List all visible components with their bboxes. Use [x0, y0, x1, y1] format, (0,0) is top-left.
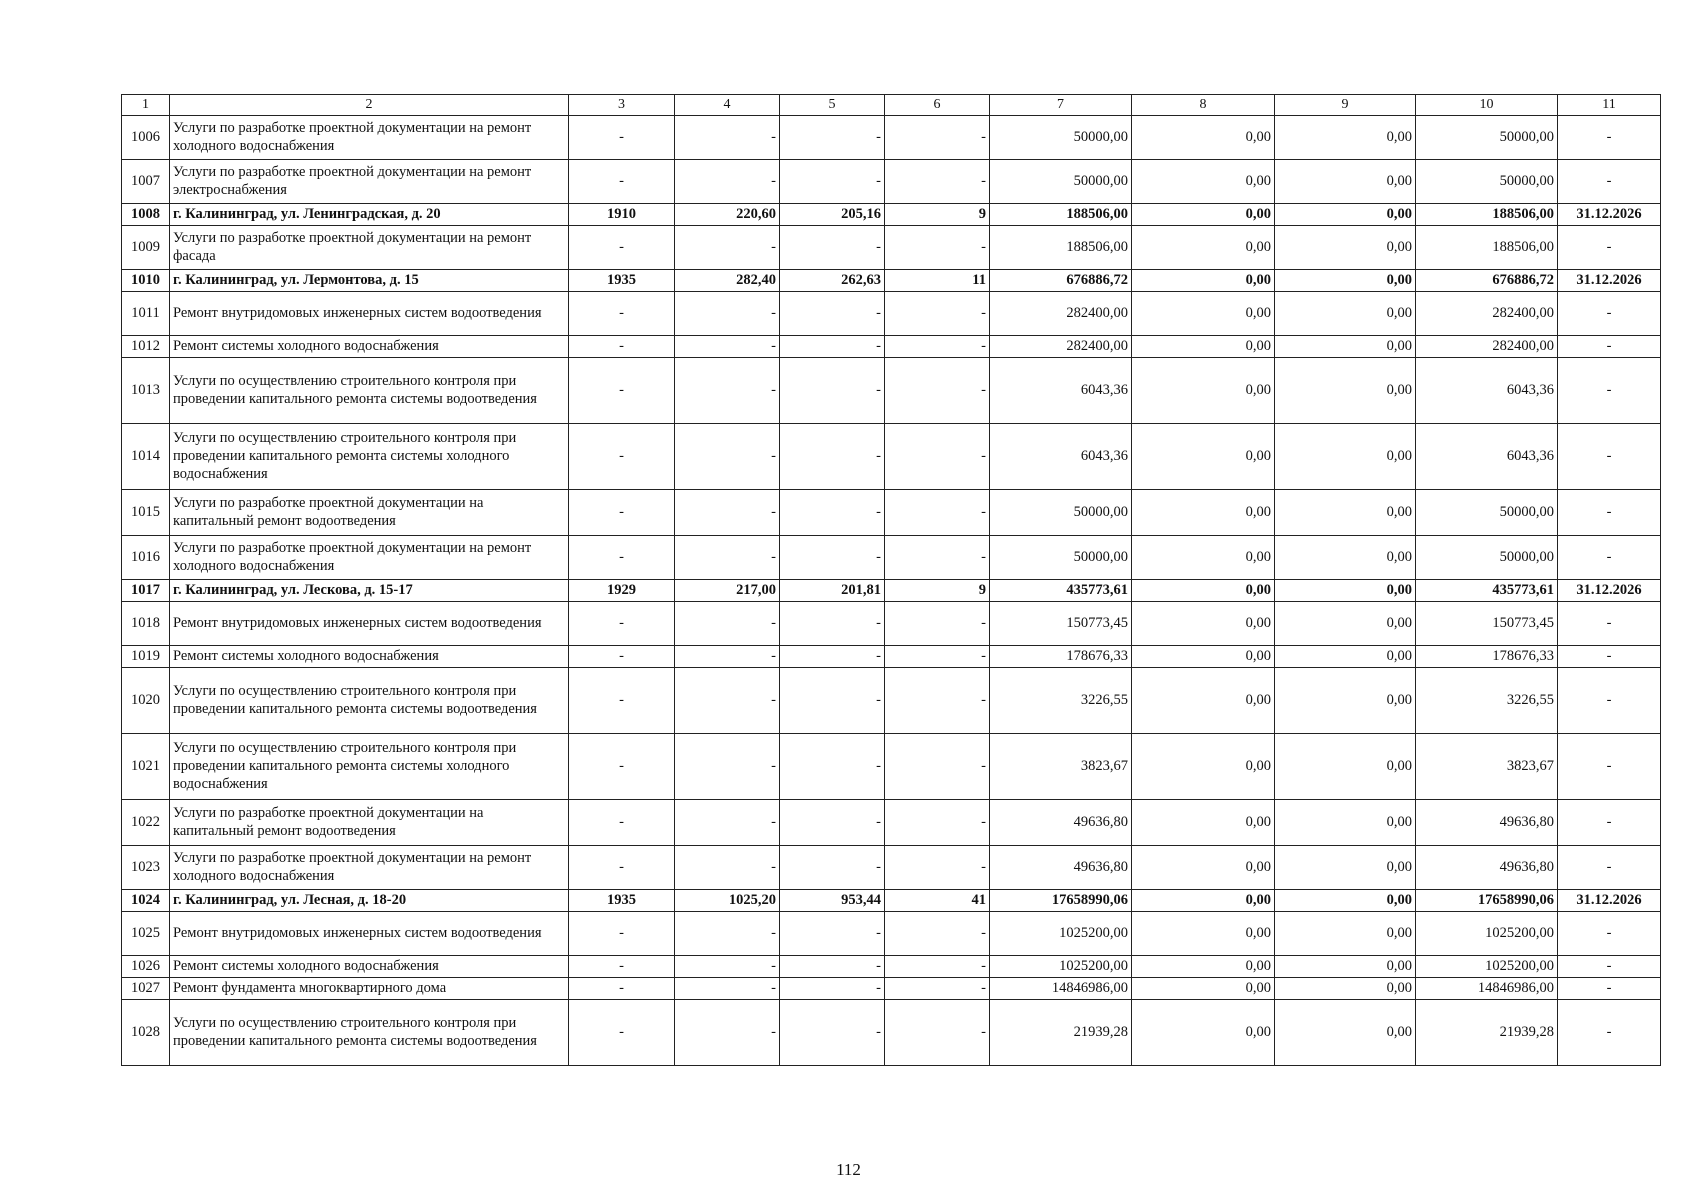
residents: - [885, 845, 990, 889]
total-cost: 178676,33 [990, 645, 1132, 667]
build-year: - [569, 291, 675, 335]
owner-funds: 3226,55 [1416, 667, 1558, 733]
row-number: 1027 [122, 977, 170, 999]
row-number: 1008 [122, 203, 170, 225]
build-year: - [569, 159, 675, 203]
build-year: 1929 [569, 579, 675, 601]
completion-date: - [1558, 733, 1661, 799]
regional-funds: 0,00 [1275, 667, 1416, 733]
total-cost: 3226,55 [990, 667, 1132, 733]
total-area: - [675, 845, 780, 889]
federal-funds: 0,00 [1132, 335, 1275, 357]
completion-date: - [1558, 489, 1661, 535]
table-row [122, 733, 1661, 799]
owner-funds: 50000,00 [1416, 115, 1558, 159]
total-area: 1025,20 [675, 889, 780, 911]
regional-funds: 0,00 [1275, 335, 1416, 357]
total-area: - [675, 955, 780, 977]
completion-date: - [1558, 601, 1661, 645]
column-number: 11 [1558, 95, 1661, 116]
total-cost: 676886,72 [990, 269, 1132, 291]
build-year: - [569, 645, 675, 667]
regional-funds: 0,00 [1275, 203, 1416, 225]
total-cost: 1025200,00 [990, 955, 1132, 977]
item-description: Ремонт внутридомовых инженерных систем водоотведения [170, 911, 569, 955]
owner-funds: 178676,33 [1416, 645, 1558, 667]
total-area: - [675, 535, 780, 579]
row-number: 1017 [122, 579, 170, 601]
table-row [122, 335, 1661, 357]
completion-date: - [1558, 335, 1661, 357]
build-year: - [569, 977, 675, 999]
federal-funds: 0,00 [1132, 203, 1275, 225]
row-number: 1015 [122, 489, 170, 535]
item-description: Услуги по осуществлению строительного контроля при проведении капитального ремонта системы холодного водоснабжения [170, 423, 569, 489]
regional-funds: 0,00 [1275, 977, 1416, 999]
residents: - [885, 335, 990, 357]
item-description: Ремонт системы холодного водоснабжения [170, 645, 569, 667]
row-number: 1013 [122, 357, 170, 423]
regional-funds: 0,00 [1275, 489, 1416, 535]
build-year: - [569, 357, 675, 423]
residents: 41 [885, 889, 990, 911]
residents: - [885, 911, 990, 955]
row-number: 1019 [122, 645, 170, 667]
completion-date: - [1558, 535, 1661, 579]
total-cost: 3823,67 [990, 733, 1132, 799]
table-row [122, 159, 1661, 203]
federal-funds: 0,00 [1132, 225, 1275, 269]
row-number: 1011 [122, 291, 170, 335]
item-description: г. Калининград, ул. Лескова, д. 15-17 [170, 579, 569, 601]
row-number: 1020 [122, 667, 170, 733]
repair-program-table [121, 94, 1661, 1066]
column-number: 3 [569, 95, 675, 116]
residents: - [885, 645, 990, 667]
regional-funds: 0,00 [1275, 159, 1416, 203]
item-description: Услуги по осуществлению строительного контроля при проведении капитального ремонта системы водоотведения [170, 357, 569, 423]
living-area: - [780, 911, 885, 955]
item-description: г. Калининград, ул. Лермонтова, д. 15 [170, 269, 569, 291]
federal-funds: 0,00 [1132, 667, 1275, 733]
completion-date: 31.12.2026 [1558, 889, 1661, 911]
federal-funds: 0,00 [1132, 889, 1275, 911]
completion-date: - [1558, 845, 1661, 889]
regional-funds: 0,00 [1275, 357, 1416, 423]
residents: - [885, 999, 990, 1065]
residents: - [885, 799, 990, 845]
regional-funds: 0,00 [1275, 889, 1416, 911]
row-number: 1024 [122, 889, 170, 911]
federal-funds: 0,00 [1132, 269, 1275, 291]
living-area: - [780, 601, 885, 645]
column-number: 7 [990, 95, 1132, 116]
total-area: - [675, 115, 780, 159]
owner-funds: 188506,00 [1416, 225, 1558, 269]
column-number: 1 [122, 95, 170, 116]
regional-funds: 0,00 [1275, 423, 1416, 489]
regional-funds: 0,00 [1275, 579, 1416, 601]
build-year: - [569, 225, 675, 269]
table-row [122, 667, 1661, 733]
table-row [122, 845, 1661, 889]
address-row [122, 269, 1661, 291]
residents: - [885, 733, 990, 799]
total-cost: 49636,80 [990, 845, 1132, 889]
item-description: Услуги по осуществлению строительного контроля при проведении капитального ремонта системы холодного водоснабжения [170, 733, 569, 799]
total-area: - [675, 733, 780, 799]
owner-funds: 6043,36 [1416, 423, 1558, 489]
total-cost: 49636,80 [990, 799, 1132, 845]
total-area: - [675, 225, 780, 269]
owner-funds: 188506,00 [1416, 203, 1558, 225]
column-number-row [122, 95, 1661, 116]
table-row [122, 645, 1661, 667]
total-area: - [675, 977, 780, 999]
item-description: Услуги по осуществлению строительного контроля при проведении капитального ремонта системы водоотведения [170, 999, 569, 1065]
total-area: - [675, 645, 780, 667]
total-cost: 50000,00 [990, 115, 1132, 159]
item-description: Услуги по разработке проектной документации на капитальный ремонт водоотведения [170, 489, 569, 535]
build-year: - [569, 489, 675, 535]
owner-funds: 17658990,06 [1416, 889, 1558, 911]
residents: - [885, 955, 990, 977]
table-row [122, 977, 1661, 999]
regional-funds: 0,00 [1275, 535, 1416, 579]
build-year: - [569, 601, 675, 645]
living-area: 205,16 [780, 203, 885, 225]
item-description: Ремонт внутридомовых инженерных систем водоотведения [170, 601, 569, 645]
federal-funds: 0,00 [1132, 911, 1275, 955]
owner-funds: 676886,72 [1416, 269, 1558, 291]
living-area: - [780, 999, 885, 1065]
owner-funds: 50000,00 [1416, 489, 1558, 535]
table-row [122, 423, 1661, 489]
completion-date: - [1558, 999, 1661, 1065]
total-cost: 6043,36 [990, 423, 1132, 489]
build-year: - [569, 115, 675, 159]
living-area: - [780, 535, 885, 579]
total-cost: 14846986,00 [990, 977, 1132, 999]
living-area: - [780, 799, 885, 845]
residents: - [885, 423, 990, 489]
owner-funds: 435773,61 [1416, 579, 1558, 601]
table-row [122, 291, 1661, 335]
completion-date: - [1558, 911, 1661, 955]
living-area: - [780, 225, 885, 269]
regional-funds: 0,00 [1275, 601, 1416, 645]
row-number: 1026 [122, 955, 170, 977]
living-area: 201,81 [780, 579, 885, 601]
federal-funds: 0,00 [1132, 535, 1275, 579]
federal-funds: 0,00 [1132, 799, 1275, 845]
item-description: Ремонт системы холодного водоснабжения [170, 955, 569, 977]
residents: - [885, 977, 990, 999]
total-cost: 188506,00 [990, 203, 1132, 225]
table-row [122, 601, 1661, 645]
owner-funds: 3823,67 [1416, 733, 1558, 799]
row-number: 1028 [122, 999, 170, 1065]
table-row [122, 999, 1661, 1065]
column-number: 5 [780, 95, 885, 116]
item-description: Ремонт внутридомовых инженерных систем водоотведения [170, 291, 569, 335]
owner-funds: 1025200,00 [1416, 911, 1558, 955]
build-year: - [569, 535, 675, 579]
completion-date: - [1558, 423, 1661, 489]
total-cost: 282400,00 [990, 335, 1132, 357]
total-area: - [675, 999, 780, 1065]
item-description: Услуги по разработке проектной документации на ремонт фасада [170, 225, 569, 269]
item-description: Услуги по разработке проектной документации на капитальный ремонт водоотведения [170, 799, 569, 845]
total-cost: 6043,36 [990, 357, 1132, 423]
total-cost: 150773,45 [990, 601, 1132, 645]
row-number: 1006 [122, 115, 170, 159]
total-area: - [675, 911, 780, 955]
build-year: - [569, 335, 675, 357]
completion-date: - [1558, 357, 1661, 423]
column-number: 10 [1416, 95, 1558, 116]
total-area: - [675, 667, 780, 733]
row-number: 1007 [122, 159, 170, 203]
build-year: - [569, 423, 675, 489]
completion-date: - [1558, 225, 1661, 269]
completion-date: 31.12.2026 [1558, 579, 1661, 601]
federal-funds: 0,00 [1132, 601, 1275, 645]
owner-funds: 282400,00 [1416, 335, 1558, 357]
owner-funds: 21939,28 [1416, 999, 1558, 1065]
residents: 9 [885, 579, 990, 601]
owner-funds: 49636,80 [1416, 845, 1558, 889]
build-year: - [569, 799, 675, 845]
total-cost: 17658990,06 [990, 889, 1132, 911]
total-cost: 50000,00 [990, 535, 1132, 579]
federal-funds: 0,00 [1132, 977, 1275, 999]
completion-date: - [1558, 159, 1661, 203]
address-row [122, 203, 1661, 225]
federal-funds: 0,00 [1132, 999, 1275, 1065]
completion-date: - [1558, 977, 1661, 999]
regional-funds: 0,00 [1275, 799, 1416, 845]
table-row [122, 357, 1661, 423]
regional-funds: 0,00 [1275, 225, 1416, 269]
owner-funds: 14846986,00 [1416, 977, 1558, 999]
residents: - [885, 667, 990, 733]
build-year: 1935 [569, 889, 675, 911]
residents: 9 [885, 203, 990, 225]
table-row [122, 115, 1661, 159]
federal-funds: 0,00 [1132, 733, 1275, 799]
item-description: Услуги по осуществлению строительного контроля при проведении капитального ремонта системы водоотведения [170, 667, 569, 733]
completion-date: 31.12.2026 [1558, 203, 1661, 225]
total-area: 217,00 [675, 579, 780, 601]
completion-date: - [1558, 955, 1661, 977]
owner-funds: 49636,80 [1416, 799, 1558, 845]
regional-funds: 0,00 [1275, 291, 1416, 335]
item-description: Услуги по разработке проектной документации на ремонт холодного водоснабжения [170, 115, 569, 159]
residents: - [885, 225, 990, 269]
owner-funds: 282400,00 [1416, 291, 1558, 335]
regional-funds: 0,00 [1275, 911, 1416, 955]
living-area: - [780, 489, 885, 535]
column-number: 8 [1132, 95, 1275, 116]
federal-funds: 0,00 [1132, 845, 1275, 889]
row-number: 1025 [122, 911, 170, 955]
living-area: - [780, 291, 885, 335]
residents: - [885, 159, 990, 203]
residents: - [885, 291, 990, 335]
row-number: 1009 [122, 225, 170, 269]
federal-funds: 0,00 [1132, 159, 1275, 203]
living-area: 262,63 [780, 269, 885, 291]
living-area: - [780, 357, 885, 423]
total-cost: 21939,28 [990, 999, 1132, 1065]
total-cost: 1025200,00 [990, 911, 1132, 955]
completion-date: - [1558, 667, 1661, 733]
total-area: 220,60 [675, 203, 780, 225]
living-area: - [780, 423, 885, 489]
build-year: - [569, 667, 675, 733]
federal-funds: 0,00 [1132, 115, 1275, 159]
row-number: 1022 [122, 799, 170, 845]
living-area: - [780, 955, 885, 977]
total-area: - [675, 799, 780, 845]
total-cost: 282400,00 [990, 291, 1132, 335]
completion-date: 31.12.2026 [1558, 269, 1661, 291]
build-year: - [569, 845, 675, 889]
completion-date: - [1558, 799, 1661, 845]
build-year: - [569, 911, 675, 955]
living-area: - [780, 667, 885, 733]
build-year: - [569, 999, 675, 1065]
table-row [122, 535, 1661, 579]
regional-funds: 0,00 [1275, 845, 1416, 889]
row-number: 1023 [122, 845, 170, 889]
item-description: Услуги по разработке проектной документации на ремонт холодного водоснабжения [170, 845, 569, 889]
table-row [122, 225, 1661, 269]
federal-funds: 0,00 [1132, 645, 1275, 667]
residents: 11 [885, 269, 990, 291]
owner-funds: 50000,00 [1416, 159, 1558, 203]
regional-funds: 0,00 [1275, 999, 1416, 1065]
regional-funds: 0,00 [1275, 733, 1416, 799]
item-description: Услуги по разработке проектной документации на ремонт холодного водоснабжения [170, 535, 569, 579]
row-number: 1012 [122, 335, 170, 357]
build-year: - [569, 733, 675, 799]
federal-funds: 0,00 [1132, 291, 1275, 335]
total-cost: 188506,00 [990, 225, 1132, 269]
item-description: Ремонт системы холодного водоснабжения [170, 335, 569, 357]
row-number: 1016 [122, 535, 170, 579]
column-number: 6 [885, 95, 990, 116]
total-area: 282,40 [675, 269, 780, 291]
regional-funds: 0,00 [1275, 115, 1416, 159]
residents: - [885, 601, 990, 645]
living-area: - [780, 159, 885, 203]
federal-funds: 0,00 [1132, 579, 1275, 601]
regional-funds: 0,00 [1275, 645, 1416, 667]
residents: - [885, 357, 990, 423]
table-row [122, 489, 1661, 535]
owner-funds: 6043,36 [1416, 357, 1558, 423]
living-area: 953,44 [780, 889, 885, 911]
total-cost: 435773,61 [990, 579, 1132, 601]
residents: - [885, 115, 990, 159]
row-number: 1014 [122, 423, 170, 489]
federal-funds: 0,00 [1132, 357, 1275, 423]
federal-funds: 0,00 [1132, 955, 1275, 977]
living-area: - [780, 115, 885, 159]
address-row [122, 889, 1661, 911]
build-year: - [569, 955, 675, 977]
owner-funds: 150773,45 [1416, 601, 1558, 645]
living-area: - [780, 645, 885, 667]
total-area: - [675, 335, 780, 357]
owner-funds: 1025200,00 [1416, 955, 1558, 977]
item-description: Услуги по разработке проектной документации на ремонт электроснабжения [170, 159, 569, 203]
build-year: 1910 [569, 203, 675, 225]
completion-date: - [1558, 115, 1661, 159]
completion-date: - [1558, 645, 1661, 667]
total-cost: 50000,00 [990, 489, 1132, 535]
address-row [122, 579, 1661, 601]
item-description: Ремонт фундамента многоквартирного дома [170, 977, 569, 999]
residents: - [885, 489, 990, 535]
row-number: 1010 [122, 269, 170, 291]
living-area: - [780, 977, 885, 999]
total-area: - [675, 357, 780, 423]
item-description: г. Калининград, ул. Ленинградская, д. 20 [170, 203, 569, 225]
completion-date: - [1558, 291, 1661, 335]
total-area: - [675, 489, 780, 535]
living-area: - [780, 733, 885, 799]
table-row [122, 799, 1661, 845]
total-area: - [675, 423, 780, 489]
total-area: - [675, 159, 780, 203]
row-number: 1021 [122, 733, 170, 799]
table-body [122, 115, 1661, 1065]
federal-funds: 0,00 [1132, 423, 1275, 489]
residents: - [885, 535, 990, 579]
total-area: - [675, 601, 780, 645]
table-row [122, 911, 1661, 955]
column-number: 9 [1275, 95, 1416, 116]
build-year: 1935 [569, 269, 675, 291]
column-number: 4 [675, 95, 780, 116]
page-number: 112 [836, 1160, 861, 1179]
table-row [122, 955, 1661, 977]
living-area: - [780, 335, 885, 357]
item-description: г. Калининград, ул. Лесная, д. 18-20 [170, 889, 569, 911]
total-cost: 50000,00 [990, 159, 1132, 203]
regional-funds: 0,00 [1275, 269, 1416, 291]
federal-funds: 0,00 [1132, 489, 1275, 535]
regional-funds: 0,00 [1275, 955, 1416, 977]
column-number: 2 [170, 95, 569, 116]
row-number: 1018 [122, 601, 170, 645]
total-area: - [675, 291, 780, 335]
living-area: - [780, 845, 885, 889]
owner-funds: 50000,00 [1416, 535, 1558, 579]
